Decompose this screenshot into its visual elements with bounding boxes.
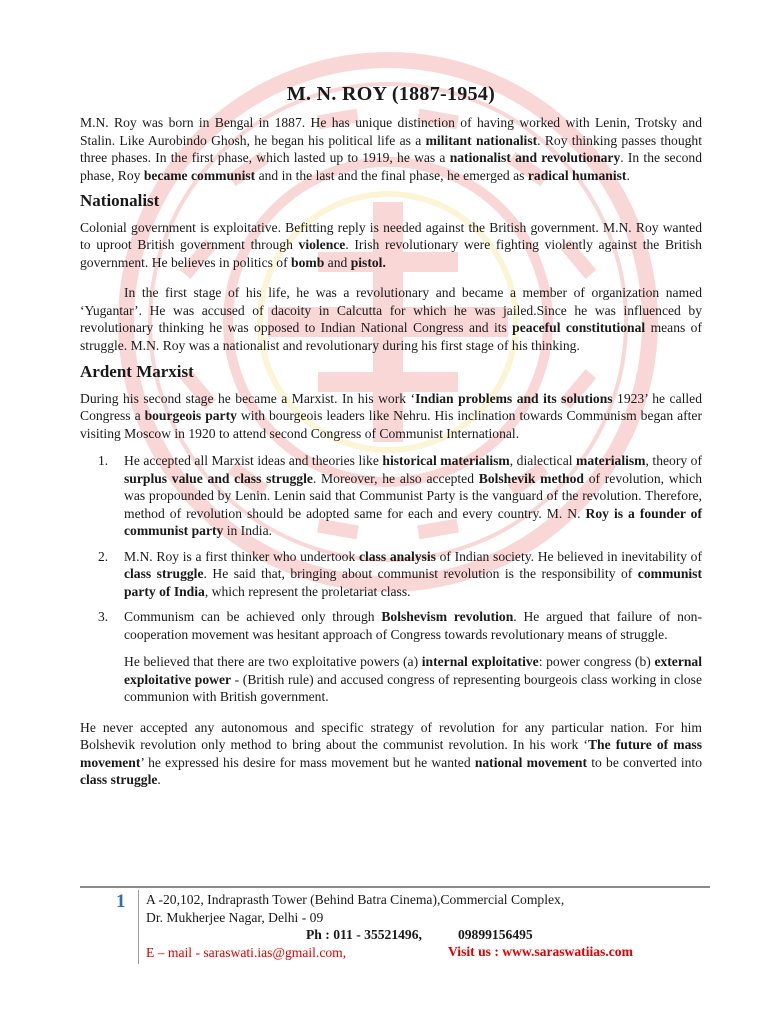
marxist-points-list	[80, 452, 702, 643]
nationalist-paragraph-2	[80, 284, 702, 354]
footer-mobile: 09899156495	[457, 927, 533, 942]
section-heading-marxist: Ardent Marxist	[80, 362, 194, 381]
text-run: and	[324, 254, 351, 270]
list-item	[80, 548, 702, 601]
bold-term: external exploitative power	[124, 654, 702, 687]
footer-phone: Ph : 011 - 35521496,	[306, 927, 422, 942]
text-run: with bourgeois leaders like Nehru. His inclination towards Communism began after visiting Moscow in 1920 to attend second Congress of Communist International.	[80, 408, 702, 441]
text-run: . Roy thinking passes thought three phases. In the first phase, which lasted up to 1919, he was a	[80, 132, 702, 165]
intro-paragraph	[80, 114, 702, 184]
text-run: .	[157, 772, 161, 787]
bold-term: historical materialism	[382, 453, 510, 468]
text-run: Communism can be achieved only through	[124, 609, 382, 624]
text-run: . Moreover, he also accepted	[312, 470, 479, 486]
bold-term: nationalist and revolutionary	[449, 150, 621, 165]
text-run: . In the second phase, Roy	[80, 150, 702, 183]
footer-website-link[interactable]: Visit us : www.saraswatiias.com	[448, 944, 633, 959]
text-run: .	[626, 167, 630, 183]
bold-term: class struggle	[124, 566, 204, 581]
bold-term: surplus value and class struggle	[124, 470, 313, 486]
bold-term: Indian problems and its solutions	[415, 390, 613, 406]
bold-term: The future of mass movement	[80, 737, 702, 770]
bold-term: pistol.	[350, 254, 386, 270]
bold-term: violence	[298, 237, 346, 252]
text-run: . He said that, bringing about communist revolution is the responsibility of	[203, 566, 638, 581]
text-run: and in the last and the final phase, he emerged as	[255, 167, 528, 183]
bold-term: radical humanist	[527, 167, 627, 183]
footer-email[interactable]: E – mail - saraswati.ias@gmail.com,	[146, 944, 347, 960]
footer-address-line-1: A -20,102, Indraprasth Tower (Behind Batra Cinema),Commercial Complex,	[146, 892, 565, 907]
list-item	[80, 608, 702, 643]
bold-term: materialism	[576, 453, 646, 468]
section-heading-nationalist: Nationalist	[80, 191, 160, 210]
bold-term: bomb	[291, 254, 325, 270]
list-item-text	[124, 452, 702, 540]
nationalist-paragraph-1	[80, 219, 702, 272]
text-run: . He argued that failure of non-cooperation movement was hesitant approach of Congress towards revolutionary means of struggle.	[124, 609, 702, 642]
text-run: - (British rule) and accused congress of representing bourgeois class working in close communion with British government.	[124, 671, 703, 704]
page-title: M. N. ROY (1887-1954)	[286, 83, 496, 105]
text-run: , which represent the proletariat class.	[204, 583, 411, 599]
list-item-text	[124, 548, 702, 601]
text-run: of revolution, which was propounded by Lenin. Lenin said that Communist Party is the vanguard of the revolution. Therefore, method of revolution should be adopted same for each and every country. M. N.	[124, 470, 702, 521]
list-item-text	[124, 608, 702, 643]
text-run: to be converted into	[587, 754, 702, 770]
bold-term: class analysis	[358, 548, 436, 564]
marxist-paragraph-1	[80, 390, 702, 443]
bold-term: communist party of India	[124, 566, 702, 599]
text-run: During his second stage he became a Marxist. In his work ‘	[80, 390, 416, 406]
bold-term: Bolshevik method	[478, 470, 584, 486]
text-run: , dialectical	[509, 453, 577, 468]
list-number: 3.	[98, 609, 109, 624]
bold-term: militant nationalist	[425, 132, 538, 148]
text-run: Colonial government is exploitative. Befitting reply is needed against the British government. M.N. Roy wanted to uproot British government through	[80, 219, 702, 252]
bold-term: Roy is a founder of communist party	[124, 505, 702, 538]
text-run: in India.	[223, 523, 273, 538]
text-run: of Indian society. He believed in inevitability of	[435, 548, 702, 564]
list-number: 2.	[98, 548, 109, 564]
text-run: He never accepted any autonomous and specific strategy of revolution for any particular nation. For him Bolshevik revolution only method to bring about the communist revolution. In his work ‘	[80, 719, 702, 752]
text-run: means of struggle. M.N. Roy was a nationalist and revolutionary during his first stage of his thinking.	[80, 320, 702, 353]
closing-paragraph	[80, 719, 702, 789]
text-run: M.N. Roy is a first thinker who undertook	[124, 548, 359, 564]
bold-term: peaceful constitutional	[512, 320, 646, 335]
bold-term: became communist	[143, 167, 256, 183]
bold-term: national movement	[474, 754, 588, 770]
text-run: 1923’ he called Congress a	[80, 390, 702, 423]
bold-term: bourgeois party	[144, 408, 237, 423]
text-run: , theory of	[645, 453, 702, 468]
bold-term: Bolshevism revolution	[381, 609, 514, 624]
bold-term: class struggle	[80, 772, 158, 787]
footer-phone-line	[146, 926, 706, 944]
text-run: M.N. Roy was born in Bengal in 1887. He has unique distinction of having worked with Lenin, Trotsky and Stalin. Like Aurobindo Ghosh, he began his political life as a	[80, 115, 702, 148]
page-number: 1	[116, 891, 126, 912]
text-run: He believed that there are two exploitative powers (a)	[124, 654, 422, 669]
footer-address-line-2: Dr. Mukherjee Nagar, Delhi - 09	[146, 909, 324, 925]
text-run: . Irish revolutionary were fighting violently against the British government. He believes in politics of	[80, 237, 702, 270]
text-run: : power congress (b)	[538, 654, 655, 669]
footer-divider	[80, 886, 710, 888]
text-run: In the first stage of his life, he was a revolutionary and became a member of organization named ‘Yugantar’. He was accused of dacoity in Calcutta for which he was jailed.Since he was influenced by revolutionary thinking he was opposed to Indian National Congress and its	[80, 285, 702, 335]
bold-term: internal exploitative	[421, 654, 539, 669]
document-body	[80, 114, 702, 789]
list-item	[80, 452, 702, 540]
exploitative-powers-paragraph	[124, 653, 702, 706]
footer-contact	[146, 891, 706, 961]
list-number: 1.	[98, 453, 109, 468]
text-run: He accepted all Marxist ideas and theories like	[124, 453, 383, 468]
footer-vertical-divider	[138, 890, 139, 964]
text-run: ’ he expressed his desire for mass movement but he wanted	[140, 754, 475, 770]
